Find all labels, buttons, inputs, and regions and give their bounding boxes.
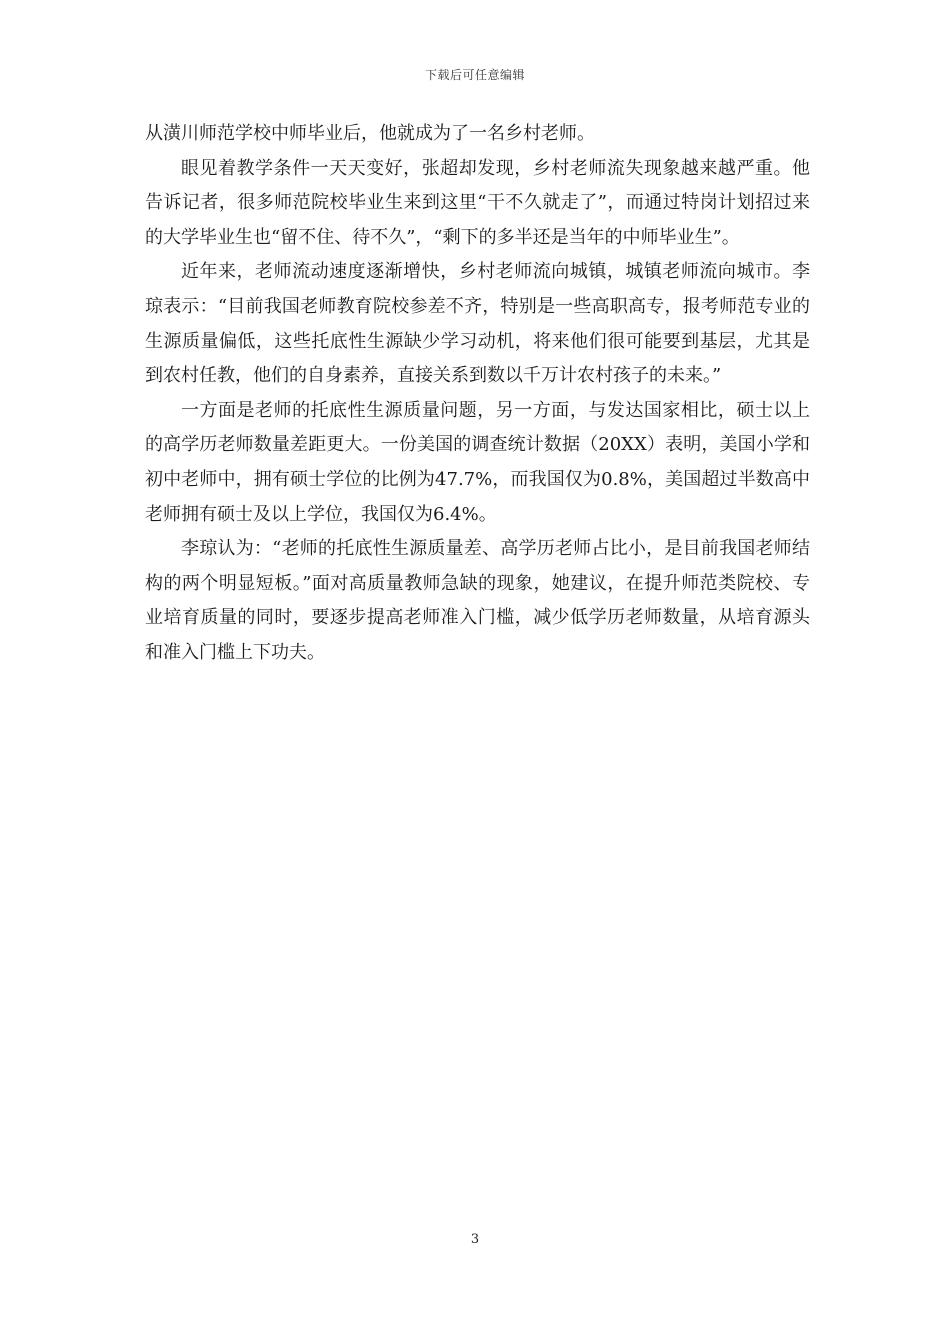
- paragraph-2: 眼见着教学条件一天天变好，张超却发现，乡村老师流失现象越来越严重。他告诉记者，很多师范院校毕业生来到这里“干不久就走了”，而通过特岗计划招过来的大学毕业生也“留不住、待不久”，“剩下的多半还是当年的中师毕业生”。: [145, 157, 810, 248]
- paragraph-5: 李琼认为：“老师的托底性生源质量差、高学历老师占比小，是目前我国老师结构的两个明显短板。”面对高质量教师急缺的现象，她建议，在提升师范类院校、专业培育质量的同时，要逐步提高老师准入门槛，减少低学历老师数量，从培育源头和准入门槛上下功夫。: [145, 538, 810, 663]
- document-body: [145, 117, 810, 671]
- paragraph-1: 从潢川师范学校中师毕业后，他就成为了一名乡村老师。: [145, 123, 595, 144]
- page-header: 下载后可任意编辑: [424, 68, 525, 82]
- page-number: 3: [470, 1232, 480, 1247]
- paragraph-3: 近年来，老师流动速度逐渐增快，乡村老师流向城镇，城镇老师流向城市。李琼表示：“目前我国老师教育院校参差不齐，特别是一些高职高专，报考师范专业的生源质量偏低，这些托底性生源缺少学习动机，将来他们很可能要到基层，尤其是到农村任教，他们的自身素养，直接关系到数以千万计农村孩子的未来。”: [145, 261, 810, 387]
- paragraph-4: 一方面是老师的托底性生源质量问题，另一方面，与发达国家相比，硕士以上的高学历老师数量差距更大。一份美国的调查统计数据（20XX）表明，美国小学和初中老师中，拥有硕士学位的比例为47.7%，而我国仅为0.8%，美国超过半数高中老师拥有硕士及以上学位，我国仅为6.4%。: [145, 399, 810, 525]
